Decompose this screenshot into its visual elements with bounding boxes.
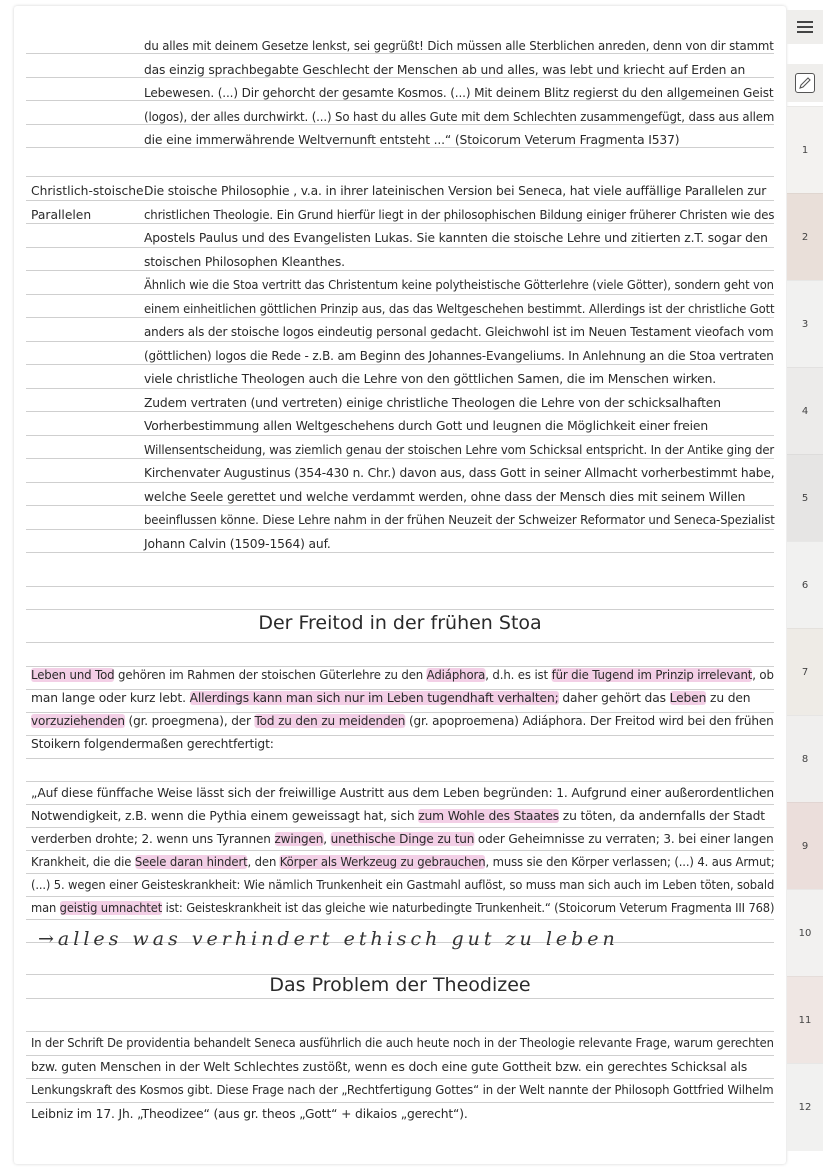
rule-line (26, 689, 774, 690)
highlighted-text: Leben (669, 691, 707, 705)
rule-line (26, 827, 774, 828)
text-span: verderben drohte; 2. wenn uns Tyrannen (31, 832, 275, 846)
text-line (31, 809, 765, 823)
highlighted-text: Adiáphora (426, 668, 486, 682)
rule-line (26, 294, 774, 295)
rule-line (26, 552, 774, 553)
hamburger-menu-icon (797, 21, 813, 33)
text-span: , ob (752, 668, 774, 682)
text-line: (göttlichen) logos die Rede - z.B. am Beginn des Johannes-Evangeliums. In Anlehnung an die Stoa vertraten (144, 349, 774, 363)
rule-line (26, 873, 774, 874)
rule-line (26, 529, 774, 530)
rule-line (26, 100, 774, 101)
text-line: Kirchenvater Augustinus (354-430 n. Chr.) davon aus, dass Gott in seiner Allmacht vorherbestimmt habe, (144, 466, 775, 480)
text-span: , (323, 832, 331, 846)
text-line: Ähnlich wie die Stoa vertritt das Christentum keine polytheistische Götterlehre (viele Götter), sondern geht von (144, 278, 774, 292)
text-line: beeinflussen könne. Diese Lehre nahm in der frühen Neuzeit der Schweizer Reformator und Seneca-Spezialist (144, 513, 775, 527)
text-line: Apostels Paulus und des Evangelisten Lukas. Sie kannten die stoische Lehre und zitierten z.T. sogar den (144, 231, 768, 245)
rule-line (26, 1055, 774, 1056)
rule-line (26, 147, 774, 148)
section-tab-6[interactable]: 6 (787, 541, 823, 629)
text-span: (...) 5. wegen einer Geisteskrankheit: Wie nämlich Trunkenheit ein Gastmahl auflöst, so muss man sich auch im Leben töten, sobald (31, 878, 775, 892)
text-line (31, 855, 774, 869)
heading-freitod: Der Freitod in der frühen Stoa (258, 612, 542, 634)
highlighted-text: Tod zu den zu meidenden (254, 714, 406, 728)
text-span: , den (247, 855, 280, 869)
rule-line (26, 919, 774, 920)
text-span: Stoikern folgendermaßen gerechtfertigt: (31, 737, 274, 751)
section-tab-10[interactable]: 10 (787, 889, 823, 977)
handwritten-note: →alles was verhindert ethisch gut zu leben (38, 928, 619, 950)
text-line (31, 714, 774, 728)
text-span: daher gehört das (558, 691, 670, 705)
edit-button[interactable] (787, 64, 823, 102)
text-span: Notwendigkeit, z.B. wenn die Pythia einem geweissagt hat, sich (31, 809, 419, 823)
highlighted-text: Allerdings kann man sich nur im Leben tugendhaft verhalten; (189, 691, 559, 705)
text-span: ist: Geisteskrankheit ist das gleiche wie naturbedingte Trunkenheit.“ (Stoicorum Veterum Fragmenta III 768) (162, 901, 775, 915)
rule-line (26, 77, 774, 78)
text-line (31, 668, 774, 682)
text-line (31, 832, 774, 846)
text-line (31, 786, 774, 800)
text-line: die eine immerwährende Weltvernunft entsteht ...“ (Stoicorum Veterum Fragmenta I537) (144, 133, 680, 147)
sidenote-line-2: Parallelen (31, 208, 92, 222)
text-line (31, 901, 774, 915)
text-line: anders als der stoische logos eindeutig personal gedacht. Gleichwohl ist im Neuen Testament vieofach vom (144, 325, 774, 339)
text-line: welche Seele gerettet und welche verdammt werden, ohne dass der Mensch dies mit seinem Willen (144, 490, 746, 504)
section-tab-7[interactable]: 7 (787, 628, 823, 716)
text-span: zu töten, da andernfalls der Stadt (559, 809, 765, 823)
highlighted-text: zwingen (274, 832, 324, 846)
rule-line (26, 586, 774, 587)
text-span: „Auf diese fünffache Weise lässt sich der freiwillige Austritt aus dem Leben begründen: 1. Aufgrund einer außerordentlichen (31, 786, 775, 800)
section-tab-9[interactable]: 9 (787, 802, 823, 890)
text-line: das einzig sprachbegabte Geschlecht der Menschen ab und alles, was lebt und kriecht auf Erden an (144, 63, 746, 77)
text-line: einem einheitlichen göttlichen Prinzip aus, das das Weltgeschehen bestimmt. Allerdings ist der christliche Gott (144, 302, 775, 316)
section-tab-11[interactable]: 11 (787, 976, 823, 1064)
rule-line (26, 896, 774, 897)
section-tab-8[interactable]: 8 (787, 715, 823, 803)
highlighted-text: Leben und Tod (31, 668, 115, 682)
rule-line (26, 341, 774, 342)
highlighted-text: geistig umnachtet (59, 901, 163, 915)
text-span: Krankheit, die die (31, 855, 135, 869)
text-line: christlichen Theologie. Ein Grund hierfür liegt in der philosophischen Bildung einiger früherer Christen wie des (144, 208, 775, 222)
rule-line (26, 758, 774, 759)
text-line (31, 878, 774, 892)
text-line: bzw. guten Menschen in der Welt Schlechtes zustößt, wenn es doch eine gute Gottheit bzw. ein gerechtes Schicksal als (31, 1060, 748, 1074)
rule-line (26, 1102, 774, 1103)
text-span: (gr. apoproemena) Adiáphora. Der Freitod wird bei den frühen (405, 714, 774, 728)
section-tab-1[interactable]: 1 (787, 106, 823, 194)
notebook-page (14, 6, 786, 1164)
text-span: man lange oder kurz lebt. (31, 691, 190, 705)
highlighted-text: unethische Dinge zu tun (330, 832, 475, 846)
text-line: Leibniz im 17. Jh. „Theodizee“ (aus gr. theos „Gott“ + dikaios „gerecht“). (31, 1107, 468, 1121)
text-line: In der Schrift De providentia behandelt Seneca ausführlich die auch heute noch in der Theologie relevante Frage, warum gerechten (31, 1036, 774, 1050)
highlighted-text: Seele daran hindert (134, 855, 248, 869)
text-line: stoischen Philosophen Kleanthes. (144, 255, 345, 269)
rule-line (26, 200, 774, 201)
section-tab-2[interactable]: 2 (787, 193, 823, 281)
highlighted-text: Körper als Werkzeug zu gebrauchen (279, 855, 486, 869)
text-line: Die stoische Philosophie , v.a. in ihrer lateinischen Version bei Seneca, hat viele auffällige Parallelen zur (144, 184, 767, 198)
text-line: du alles mit deinem Gesetze lenkst, sei gegrüßt! Dich müssen alle Sterblichen anreden, denn von dir stammt (144, 39, 774, 53)
rule-line (26, 435, 774, 436)
highlighted-text: vorzuziehenden (31, 714, 125, 728)
text-line: Zudem vertraten (und vertreten) einige christliche Theologen die Lehre von der schicksalhaften (144, 396, 721, 410)
rule-line (26, 735, 774, 736)
text-span: oder Geheimnisse zu verraten; 3. bei einer langen (474, 832, 774, 846)
rule-line (26, 1031, 774, 1032)
rule-line (26, 411, 774, 412)
notebook-sidebar (787, 10, 823, 1160)
rule-line (26, 53, 774, 54)
text-line (31, 691, 750, 705)
text-span: man (31, 901, 60, 915)
section-tab-5[interactable]: 5 (787, 454, 823, 542)
text-line: viele christliche Theologen auch die Lehre von den göttlichen Samen, die im Menschen wirken. (144, 372, 716, 386)
rule-line (26, 1078, 774, 1079)
rule-line (26, 609, 774, 610)
rule-line (26, 247, 774, 248)
rule-line (26, 270, 774, 271)
sidenote-line-1: Christlich-stoische (31, 184, 144, 198)
section-tab-12[interactable]: 12 (787, 1063, 823, 1151)
text-line: Lenkungskraft des Kosmos gibt. Diese Frage nach der „Rechtfertigung Gottes“ in der Welt nannte der Philosoph Gottfried Wilhelm (31, 1083, 774, 1097)
text-span: , muss sie den Körper verlassen; (...) 4. aus Armut; (485, 855, 775, 869)
highlighted-text: für die Tugend im Prinzip irrelevant (551, 668, 753, 682)
rule-line (26, 176, 774, 177)
rule-line (26, 712, 774, 713)
rule-line (26, 124, 774, 125)
rule-line (26, 505, 774, 506)
section-tab-3[interactable]: 3 (787, 280, 823, 368)
text-line: (logos), der alles durchwirkt. (...) So hast du alles Gute mit dem Schlechten zusammengefügt, dass aus allem (144, 110, 775, 124)
text-line: Vorherbestimmung allen Weltgeschehens durch Gott und leugnen die Möglichkeit einer freien (144, 419, 708, 433)
text-line (31, 737, 274, 751)
text-line: Willensentscheidung, was ziemlich genau der stoischen Lehre vom Schicksal entspricht. In der Antike ging der (144, 443, 775, 457)
text-span: (gr. proegmena), der (124, 714, 255, 728)
menu-button[interactable] (787, 10, 823, 44)
text-span: zu den (706, 691, 751, 705)
heading-theodizee: Das Problem der Theodizee (269, 974, 531, 996)
rule-line (26, 317, 774, 318)
rule-line (26, 998, 774, 999)
rule-line (26, 781, 774, 782)
rule-line (26, 850, 774, 851)
pencil-edit-icon (795, 73, 815, 93)
highlighted-text: zum Wohle des Staates (418, 809, 560, 823)
section-tab-4[interactable]: 4 (787, 367, 823, 455)
text-span: , d.h. es ist (485, 668, 552, 682)
rule-line (26, 388, 774, 389)
rule-line (26, 804, 774, 805)
text-span: gehören im Rahmen der stoischen Güterlehre zu den (114, 668, 427, 682)
rule-line (26, 223, 774, 224)
text-line: Johann Calvin (1509-1564) auf. (144, 537, 331, 551)
rule-line (26, 458, 774, 459)
rule-line (26, 666, 774, 667)
rule-line (26, 482, 774, 483)
rule-line (26, 642, 774, 643)
text-line: Lebewesen. (...) Dir gehorcht der gesamte Kosmos. (...) Mit deinem Blitz regierst du den allgemeinen Geist (144, 86, 774, 100)
rule-line (26, 364, 774, 365)
